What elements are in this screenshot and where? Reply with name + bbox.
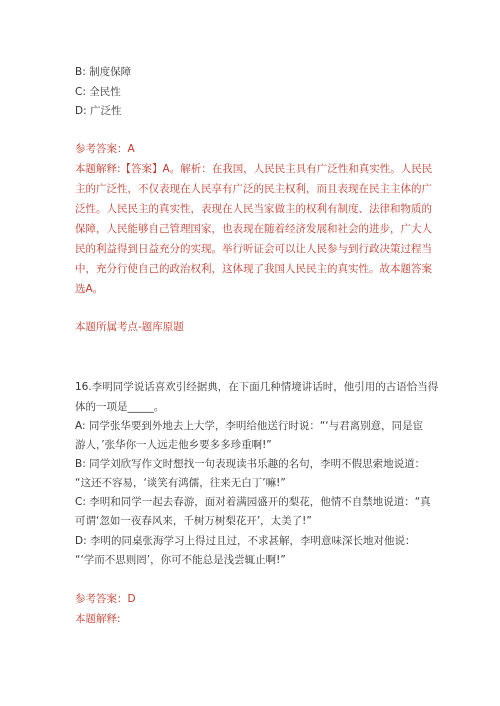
option-d: “‘学而不思则罔’，你可不能总是浅尝辄止啊!” [75, 554, 286, 566]
analysis-line: 主的广泛性，不仅表现在人民享有广泛的民主权利，而且表现在民主主体的广 [75, 183, 432, 195]
question-stem: 体的一项是_____。 [75, 401, 165, 413]
option-d: D: 广泛性 [75, 105, 122, 117]
option-b: B: 制度保障 [75, 66, 132, 78]
analysis-line: 选A。 [75, 283, 104, 295]
option-a: 游人，’张华你一人远走他乡要多多珍重啊!” [75, 439, 272, 451]
question-stem: 16.李明同学说话喜欢引经据典，在下面几种情境讲话时，他引用的古语恰当得 [75, 381, 439, 393]
option-b: B: 同学刘欣写作文时想找一句表现读书乐趣的名句，李明不假思索地说道： [75, 458, 426, 470]
analysis-line: 泛性。人民民主的真实性，表现在人民当家做主的权利有制度、法律和物质的 [75, 203, 432, 215]
option-a: A: 同学张华要到外地去上大学，李明给他送行时说：“‘与君离别意，同是宦 [75, 420, 424, 432]
analysis-line: 中，充分行使自己的政治权利，这体现了我国人民民主的真实性。故本题答案 [75, 263, 432, 275]
reference-answer: 参考答案：A [75, 143, 135, 155]
analysis-line: 民的利益得到日益充分的实现。举行听证会可以让人民参与到行政决策过程当 [75, 243, 432, 255]
analysis-label: 本题解释: [75, 613, 121, 625]
question-source: 本题所属考点-题库原题 [75, 321, 184, 333]
reference-answer: 参考答案：D [75, 593, 136, 605]
option-c: C: 全民性 [75, 86, 121, 98]
analysis-line: 保障，人民能够自己管理国家，也表现在随着经济发展和社会的进步，广大人 [75, 223, 432, 235]
analysis-line: 本题解释:【答案】A。解析：在我国，人民民主具有广泛性和真实性。人民民 [75, 163, 433, 175]
option-b: “这还不容易，‘谈笑有鸿儒，往来无白丁’嘛!” [75, 477, 286, 489]
option-c: C: 李明和同学一起去春游，面对着满园盛开的梨花，他情不自禁地说道：“真 [75, 496, 431, 508]
option-c: 可谓‘忽如一夜春风来，千树万树梨花开’，太美了!” [75, 515, 312, 527]
option-d: D: 李明的同桌张海学习上得过且过，不求甚解，李明意味深长地对他说： [75, 535, 416, 547]
